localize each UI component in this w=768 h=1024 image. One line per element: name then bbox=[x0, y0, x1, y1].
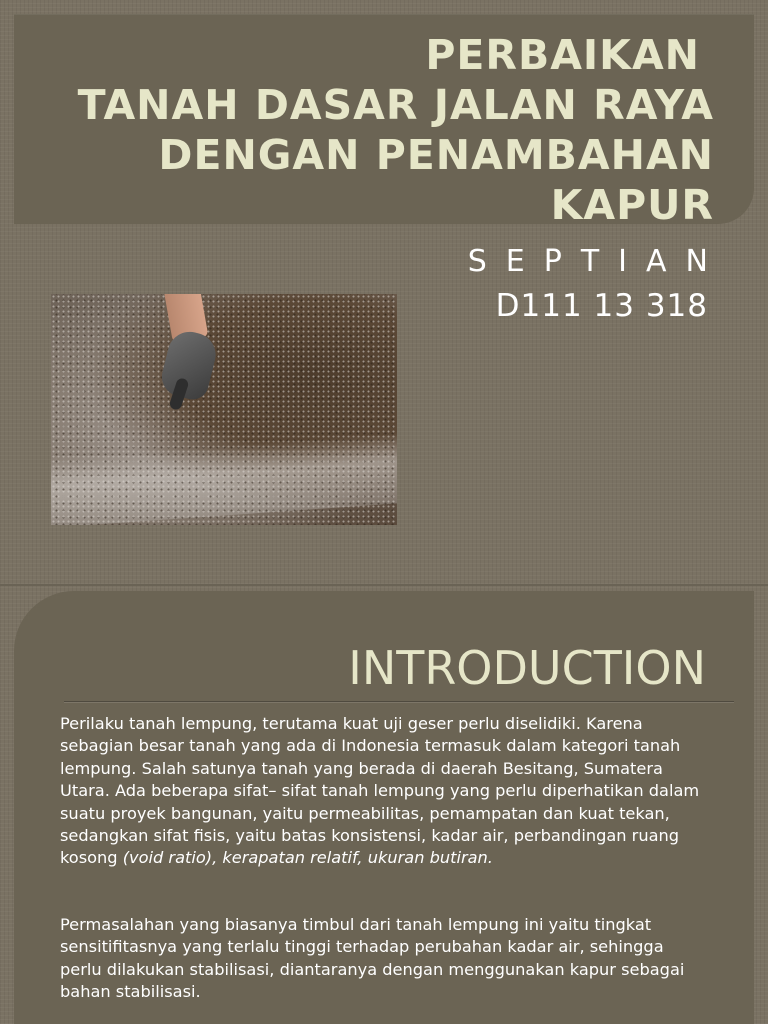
title-line-1: PERBAIKAN bbox=[425, 31, 700, 79]
intro-paragraph-2: Permasalahan yang biasanya timbul dari tanah lempung ini yaitu tingkat sensitifitasnya yang terlalu tinggi terhadap perubahan kadar air, sehingga perlu dilakukan stabilisasi, diantaranya dengan menggunakan kapur sebagai bahan stabilisasi. bbox=[60, 915, 685, 1002]
intro-heading: INTRODUCTION bbox=[348, 641, 706, 695]
intro-paragraph-1 bbox=[60, 713, 710, 870]
soil-texture bbox=[51, 294, 397, 525]
author-name: SEPTIAN bbox=[467, 244, 727, 279]
author-student-id: D111 13 318 bbox=[495, 288, 708, 324]
title-panel bbox=[14, 14, 754, 229]
heading-divider bbox=[64, 701, 734, 702]
title-line-2: TANAH DASAR JALAN RAYA bbox=[77, 81, 714, 129]
slide-2 bbox=[0, 585, 768, 1024]
lime-soil-photo bbox=[51, 294, 397, 525]
title-line-4: KAPUR bbox=[550, 181, 714, 229]
intro-paragraph-1-text: Perilaku tanah lempung, terutama kuat uji geser perlu diselidiki. Karena sebagian besar tanah yang ada di Indonesia termasuk dalam kategori tanah lempung. Salah satunya tanah yang berada di daerah Besitang, Sumatera Utara. Ada beberapa sifat– sifat tanah lempung yang perlu diperhatikan dalam suatu proyek bangunan, yaitu permeabilitas, pemampatan dan kuat tekan, sedangkan sifat fisis, yaitu batas konsistensi, kadar air, perbandingan ruang kosong bbox=[60, 714, 700, 868]
author-block bbox=[467, 244, 727, 326]
intro-paragraph-1-italic: (void ratio), kerapatan relatif, ukuran butiran. bbox=[122, 848, 493, 868]
title-line-3: DENGAN PENAMBAHAN bbox=[158, 131, 714, 179]
slide-title bbox=[14, 30, 714, 230]
